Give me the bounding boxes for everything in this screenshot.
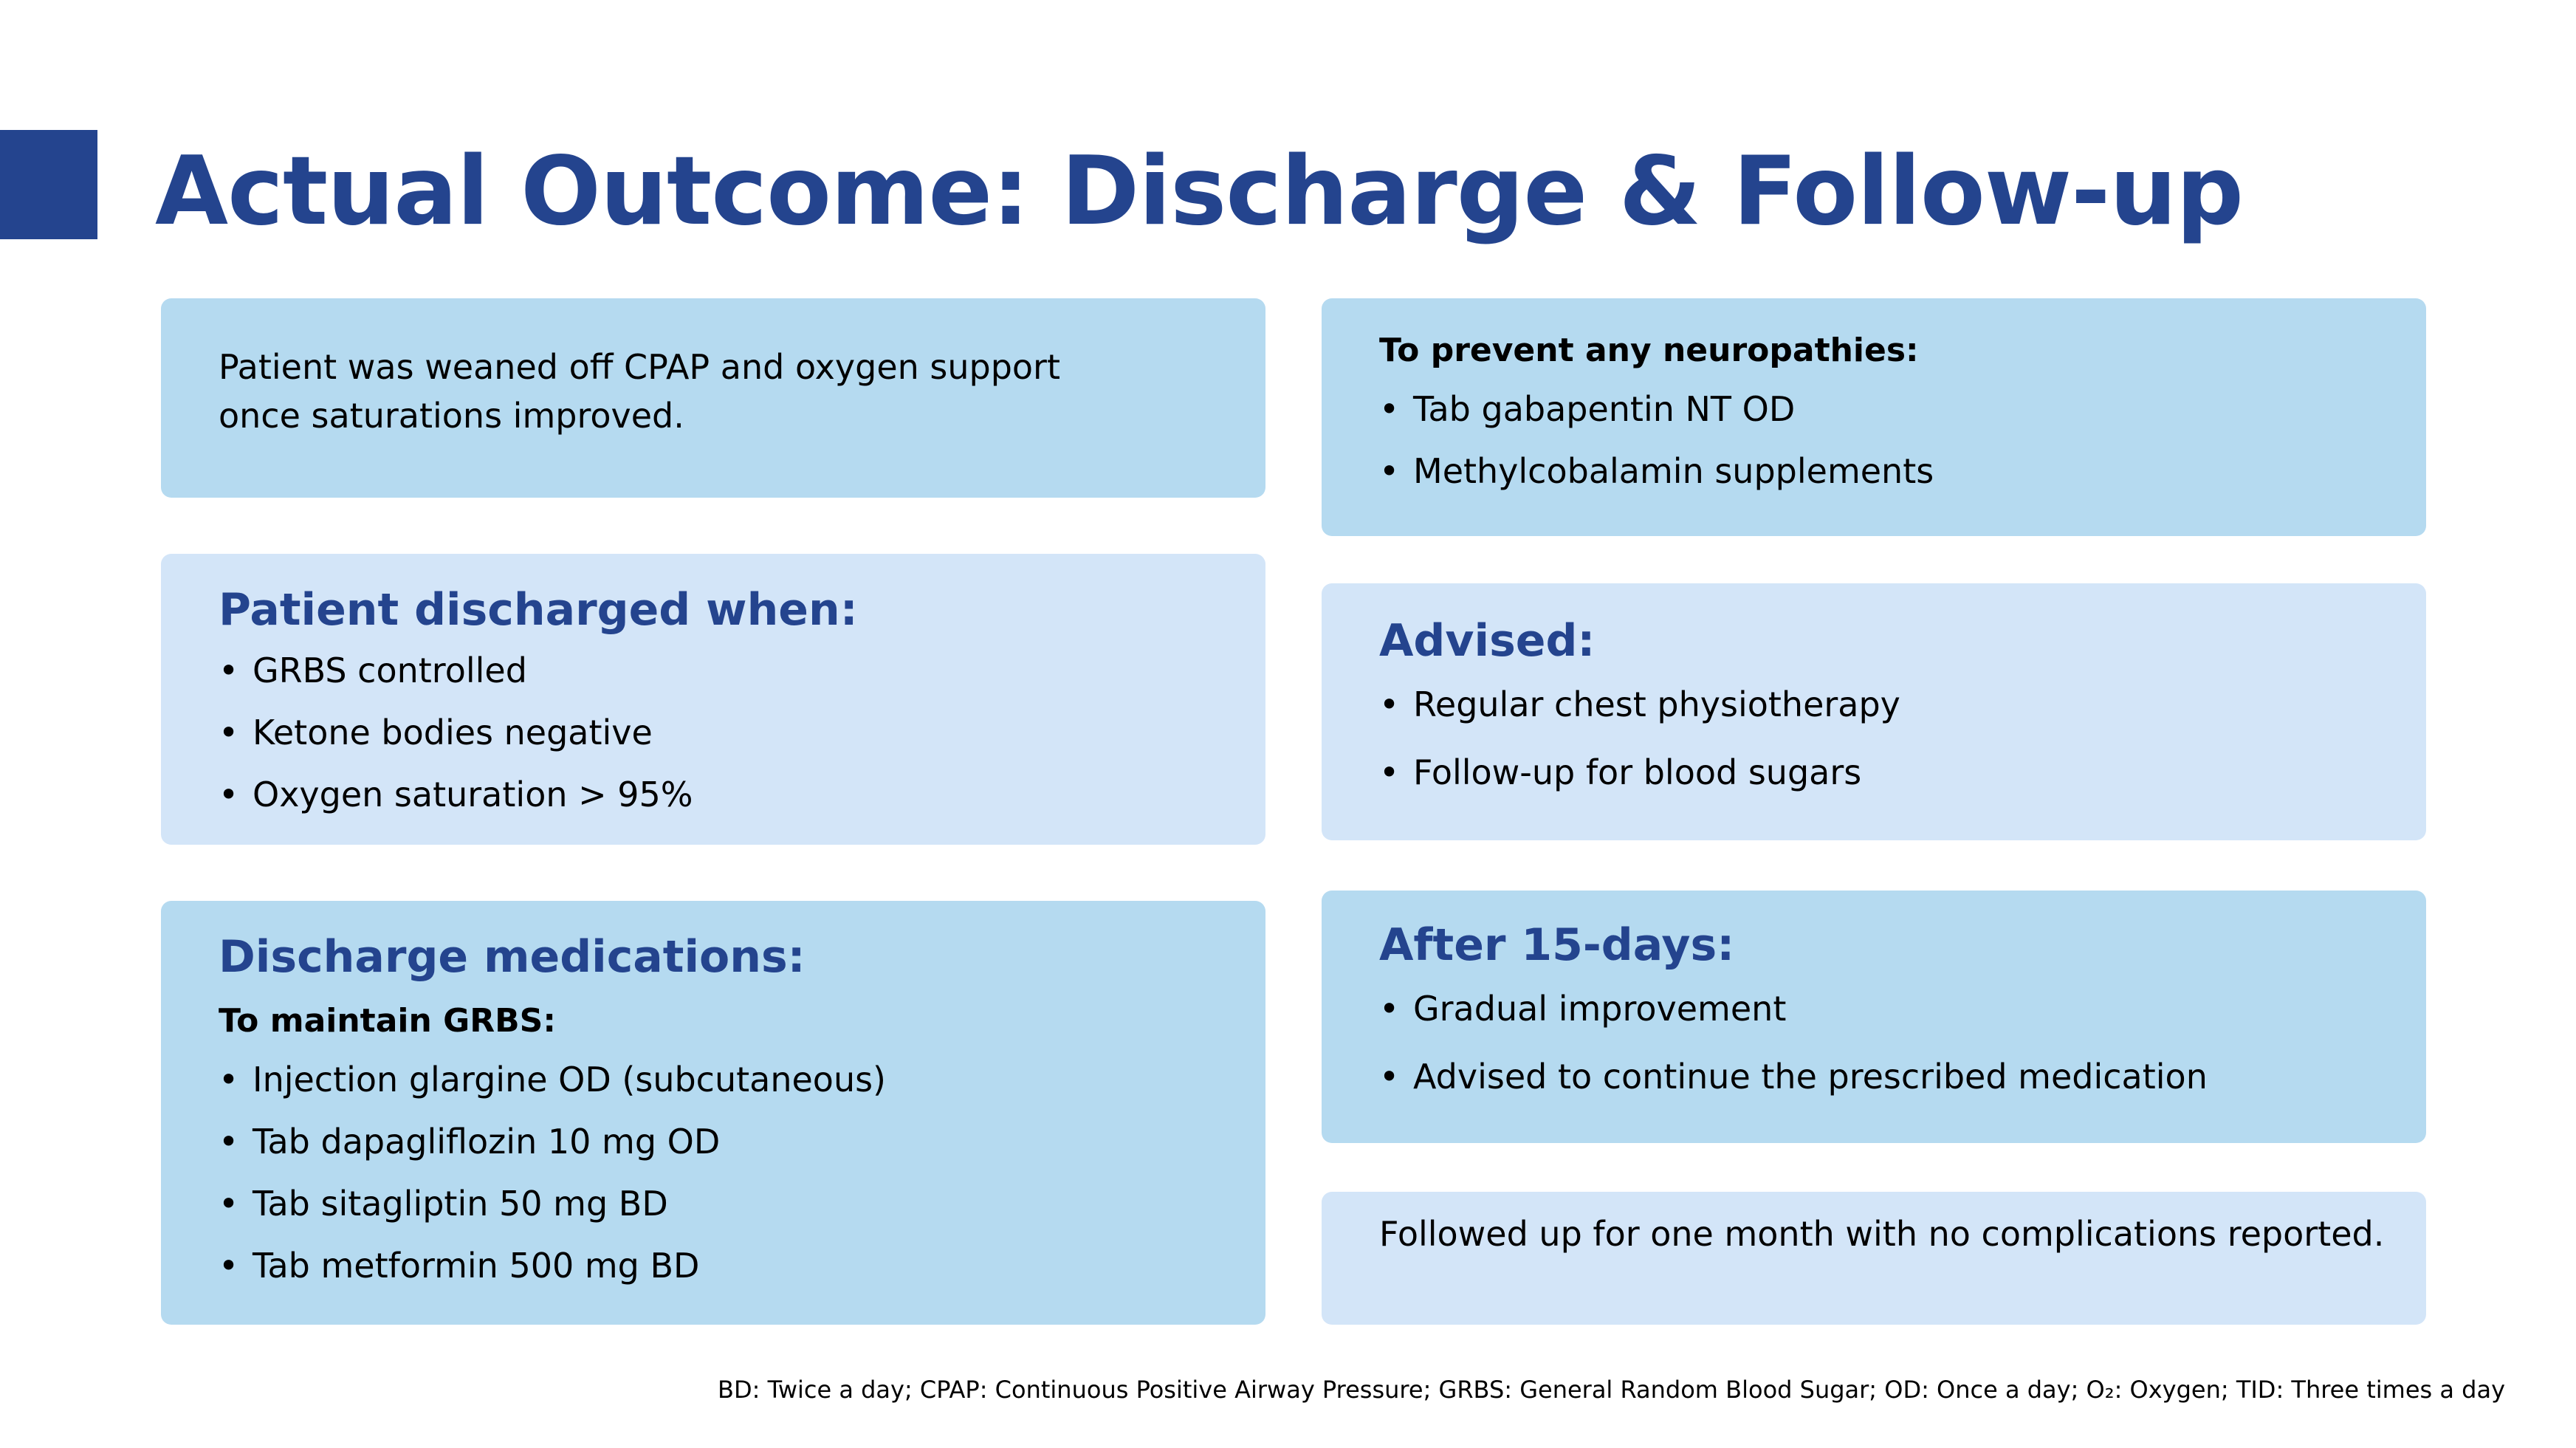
- page-title: Actual Outcome: Discharge & Follow-up: [155, 137, 2243, 247]
- followed-up-card: [1322, 1192, 2426, 1325]
- list-item: • Tab dapagliflozin 10 mg OD: [219, 1111, 1221, 1173]
- after-15-days-list: [1379, 975, 2382, 1111]
- advised-card: [1322, 583, 2426, 840]
- maintain-grbs-subheading: To maintain GRBS:: [219, 1002, 556, 1040]
- list-item: • Gradual improvement: [1379, 975, 2382, 1043]
- discharged-when-list: [219, 639, 1221, 826]
- after-15-days-card: [1322, 891, 2426, 1143]
- discharged-when-heading: Patient discharged when:: [219, 584, 858, 636]
- list-item: • Regular chest physiotherapy: [1379, 670, 2382, 738]
- list-item: • Injection glargine OD (subcutaneous): [219, 1049, 1221, 1111]
- neuropathies-card: [1322, 298, 2426, 536]
- list-item: • GRBS controlled: [219, 639, 1221, 701]
- list-item: • Oxygen saturation > 95%: [219, 764, 1221, 826]
- weaned-text: Patient was weaned off CPAP and oxygen support once saturations improved.: [219, 347, 1061, 436]
- list-item: • Follow-up for blood sugars: [1379, 738, 2382, 806]
- title-accent-block: [0, 130, 97, 239]
- followed-up-text: Followed up for one month with no complications reported.: [1379, 1214, 2385, 1254]
- advised-list: [1379, 670, 2382, 806]
- list-item: • Methylcobalamin supplements: [1379, 440, 2382, 502]
- neuropathies-subheading: To prevent any neuropathies:: [1379, 332, 1919, 369]
- list-item: • Tab metformin 500 mg BD: [219, 1235, 1221, 1297]
- advised-heading: Advised:: [1379, 615, 1596, 667]
- discharge-medications-list: [219, 1049, 1221, 1297]
- list-item: • Tab gabapentin NT OD: [1379, 378, 2382, 440]
- discharged-when-card: [161, 554, 1265, 845]
- neuropathies-list: [1379, 378, 2382, 502]
- list-item: • Ketone bodies negative: [219, 701, 1221, 764]
- discharge-medications-card: [161, 901, 1265, 1325]
- abbreviations-footnote: BD: Twice a day; CPAP: Continuous Positive Airway Pressure; GRBS: General Random Blood Sugar; OD: Once a day; O₂: Oxygen; TID: Three times a day: [718, 1376, 2505, 1404]
- after-15-days-heading: After 15-days:: [1379, 919, 1735, 971]
- discharge-medications-heading: Discharge medications:: [219, 931, 806, 983]
- list-item: • Advised to continue the prescribed medication: [1379, 1043, 2382, 1111]
- list-item: • Tab sitagliptin 50 mg BD: [219, 1173, 1221, 1235]
- weaned-card: [161, 298, 1265, 498]
